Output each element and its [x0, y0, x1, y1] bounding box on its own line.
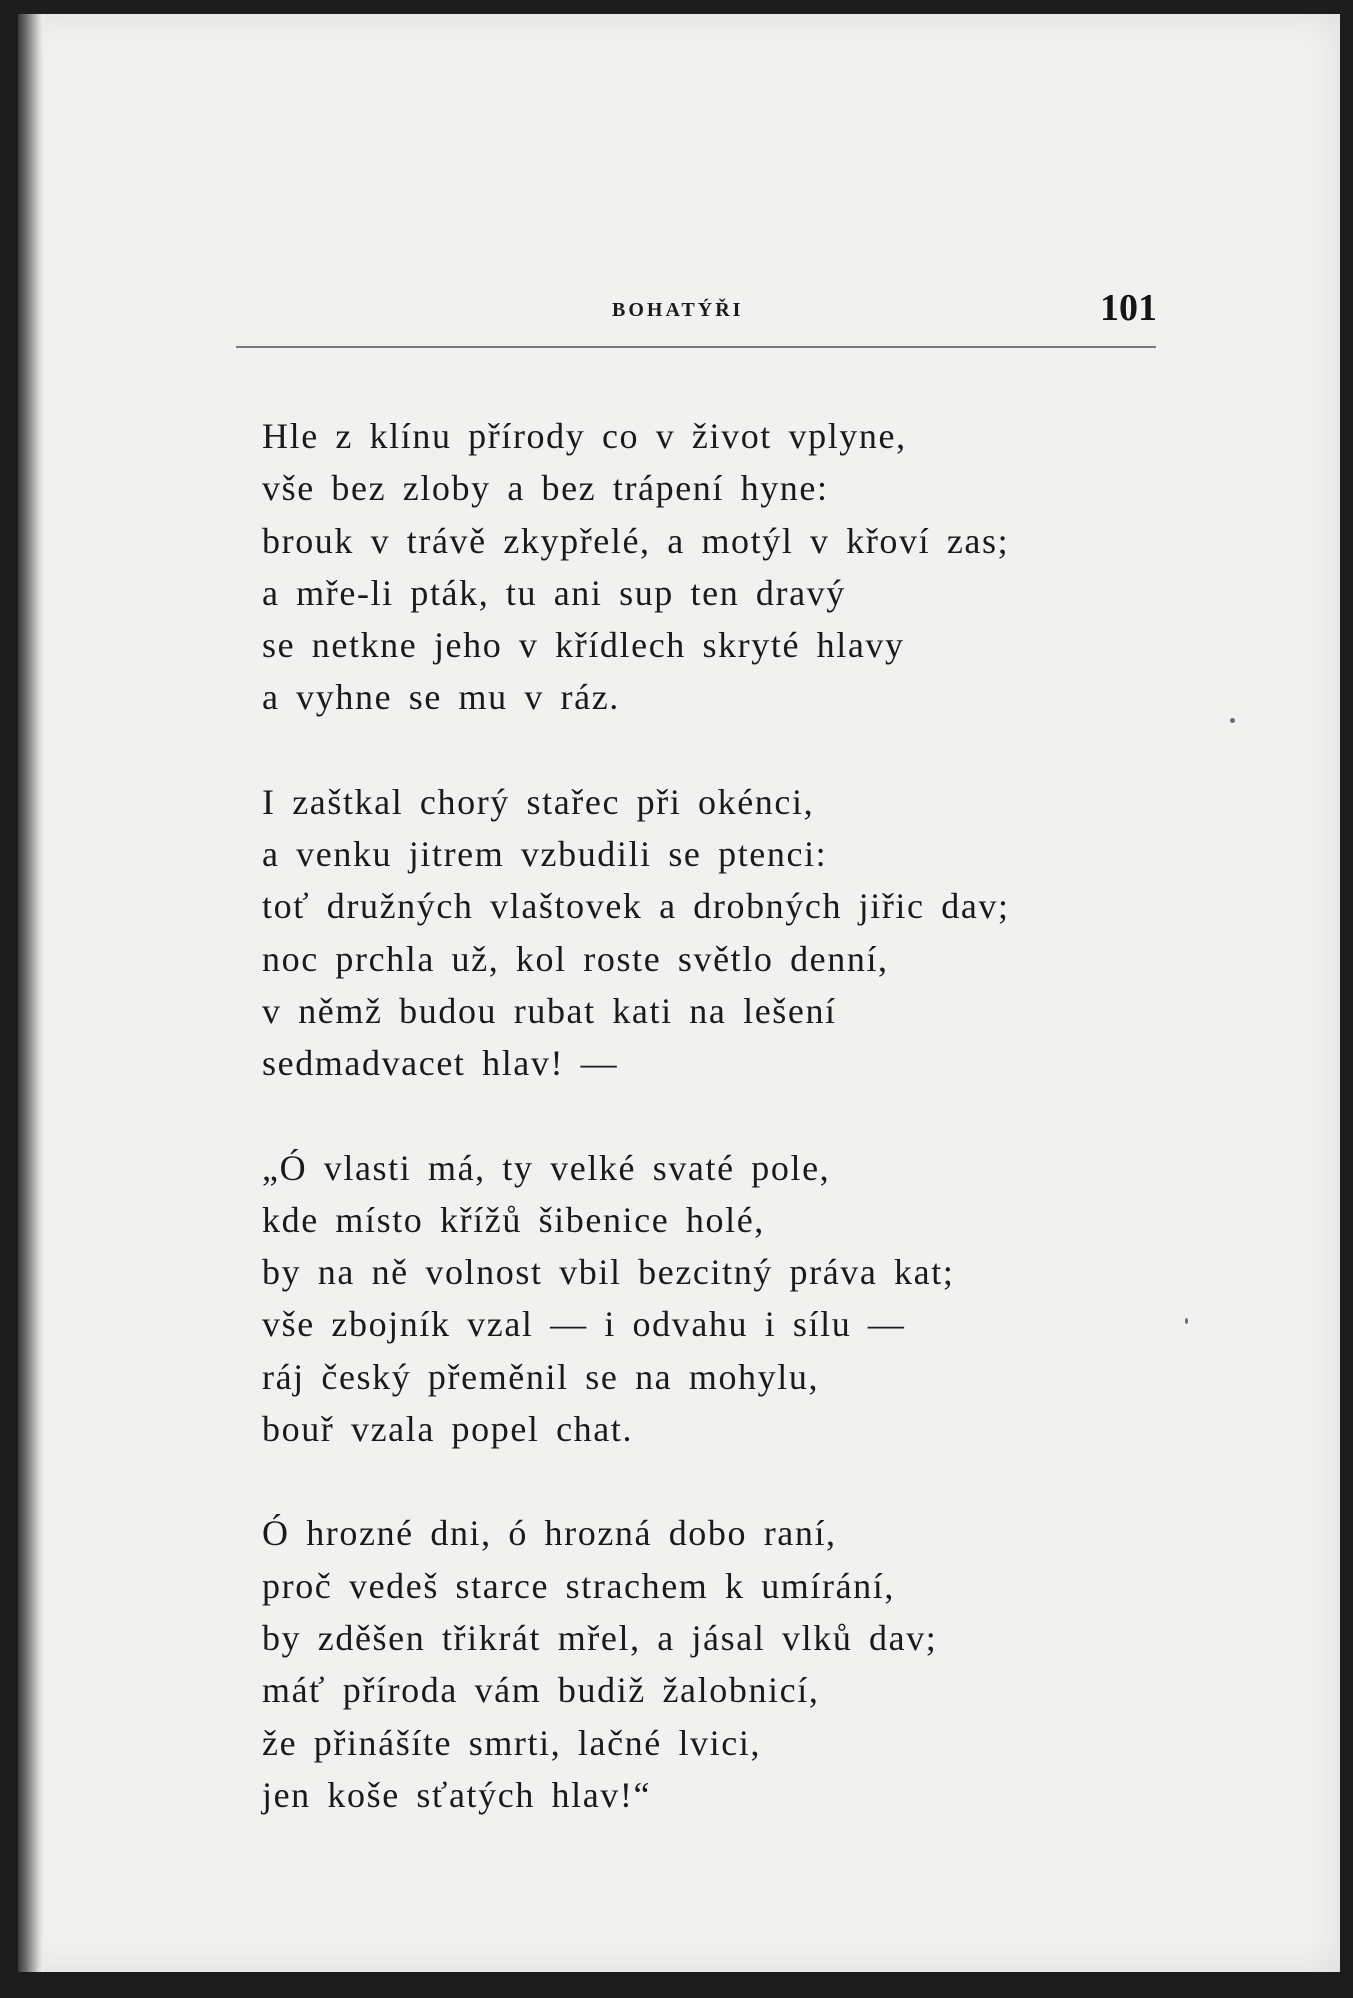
stanza-4 [262, 1507, 1010, 1821]
verse-line: kde místo křížů šibenice holé, [262, 1199, 765, 1240]
verse-line: noc prchla už, kol roste světlo denní, [262, 938, 889, 979]
verse-line: vše bez zloby a bez trápení hyne: [262, 468, 829, 509]
verse-line: Ó hrozné dni, ó hrozná dobo raní, [262, 1513, 837, 1554]
header-rule [236, 346, 1156, 348]
verse-line: a vyhne se mu v ráz. [262, 677, 620, 718]
verse-line: by zděšen třikrát mřel, a jásal vlků dav; [262, 1617, 938, 1658]
verse-line: brouk v trávě zkypřelé, a motýl v křoví zas; [262, 520, 1010, 561]
verse-line: vše zbojník vzal — i odvahu i sílu — [262, 1304, 906, 1345]
verse-line: máť příroda vám budiž žalobnicí, [262, 1670, 820, 1711]
verse-line: a mře-li pták, tu ani sup ten dravý [262, 572, 846, 613]
verse-line: Hle z klínu přírody co v život vplyne, [262, 416, 907, 456]
verse-line: ráj český přeměnil se na mohylu, [262, 1356, 820, 1397]
paper-speck [1185, 1318, 1188, 1324]
stanza-2 [262, 776, 1010, 1090]
verse-line: že přinášíte smrti, lačné lvici, [262, 1722, 762, 1763]
verse-line: „Ó vlasti má, ty velké svaté pole, [262, 1147, 831, 1188]
verse-line: proč vedeš starce strachem k umírání, [262, 1565, 895, 1606]
verse-line: se netkne jeho v křídlech skryté hlavy [262, 625, 905, 666]
verse-line: bouř vzala popel chat. [262, 1409, 634, 1450]
verse-line: sedmadvacet hlav! — [262, 1043, 619, 1084]
verse-line: a venku jitrem vzbudili se ptenci: [262, 834, 828, 875]
poem-body [262, 410, 1010, 1873]
stanza-1 [262, 410, 1010, 724]
verse-line: jen koše sťatých hlav!“ [262, 1774, 652, 1815]
verse-line: v němž budou rubat kati na lešení [262, 990, 837, 1031]
stanza-3 [262, 1142, 1010, 1456]
page-number: 101 [1100, 287, 1157, 329]
verse-line: by na ně volnost vbil bezcitný práva kat; [262, 1252, 955, 1293]
verse-line: I zaštkal chorý stařec při okénci, [262, 781, 815, 822]
running-title: BOHATÝŘI [612, 299, 744, 321]
paper-speck [1230, 718, 1235, 723]
verse-line: toť družných vlaštovek a drobných jiřic dav; [262, 886, 1010, 927]
binding-edge [18, 14, 44, 1972]
